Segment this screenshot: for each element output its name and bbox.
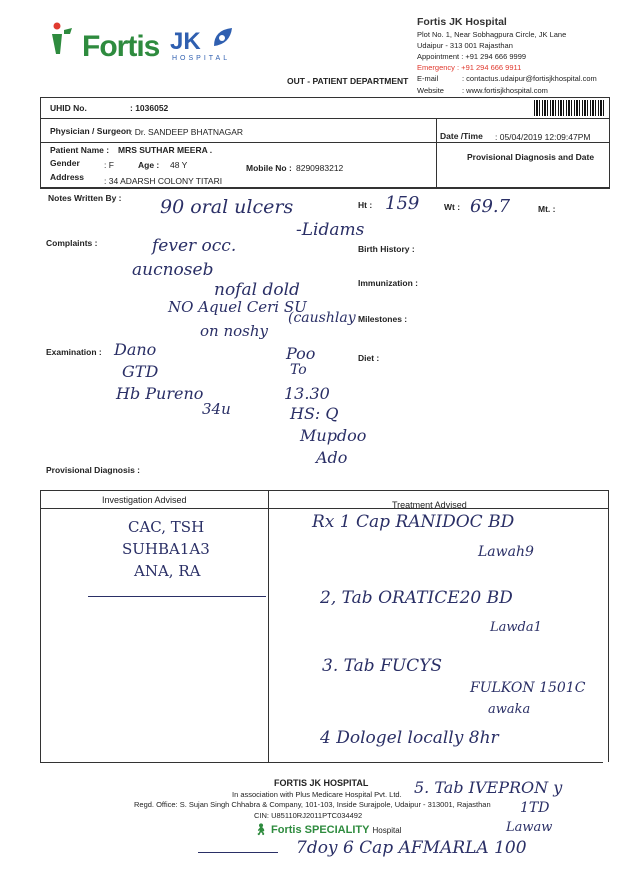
weight-label: Wt : bbox=[444, 202, 461, 212]
footer-association: In association with Plus Medicare Hospital Pvt. Ltd. bbox=[232, 790, 402, 799]
weight-value: 69.7 bbox=[470, 196, 511, 217]
immunization-label: Immunization : bbox=[358, 278, 418, 288]
appointment-phone: Appointment : +91 294 666 9999 bbox=[417, 52, 527, 61]
treatment-item: 7doy 6 Cap AFMARLA 100 bbox=[296, 838, 527, 858]
divider bbox=[40, 187, 609, 188]
handwritten-exam: Poo bbox=[286, 344, 316, 363]
handwritten-exam: 34u bbox=[202, 400, 231, 418]
physician-value: : Dr. SANDEEP BHATNAGAR bbox=[130, 127, 244, 137]
handwritten-exam: HS: Q bbox=[290, 404, 339, 423]
footer-pen-line bbox=[198, 852, 278, 853]
uhid-value: : 1036052 bbox=[130, 103, 169, 113]
handwritten-exam: Dano bbox=[114, 340, 157, 359]
treatment-item: awaka bbox=[488, 702, 531, 717]
patient-name-label: Patient Name : bbox=[50, 145, 110, 155]
fortis-logo-text: Fortis bbox=[82, 30, 160, 63]
divider bbox=[40, 118, 609, 119]
uhid-label: UHID No. bbox=[50, 103, 87, 113]
complaints-label: Complaints : bbox=[46, 238, 98, 248]
footer-fortis-text: Fortis bbox=[271, 824, 302, 836]
address-label: Address bbox=[50, 172, 85, 182]
physician-label: Physician / Surgeon bbox=[50, 126, 132, 136]
handwritten-note: aucnoseb bbox=[132, 260, 214, 280]
website-label: Website bbox=[417, 86, 444, 95]
investigation-line bbox=[88, 596, 266, 597]
notes-label: Notes Written By : bbox=[48, 193, 122, 203]
treatment-item: Lawda1 bbox=[490, 620, 542, 635]
handwritten-note: 90 oral ulcers bbox=[160, 196, 294, 218]
provisional-diagnosis-label: Provisional Diagnosis : bbox=[46, 465, 140, 475]
jk-logo bbox=[170, 24, 240, 64]
investigation-item: ANA, RA bbox=[134, 562, 201, 580]
handwritten-exam: Hb Pureno bbox=[116, 384, 204, 403]
mobile-label: Mobile No : bbox=[246, 163, 292, 173]
footer-speciality-logo bbox=[254, 823, 401, 836]
divider bbox=[40, 762, 603, 763]
gender-label: Gender bbox=[50, 158, 80, 168]
treatment-item: 3. Tab FUCYS bbox=[322, 656, 443, 676]
hospital-address-line1: Plot No. 1, Near Sobhagpura Circle, JK Lane bbox=[417, 30, 567, 39]
investigation-item: CAC, TSH bbox=[128, 518, 205, 536]
handwritten-note: NO Aquel Ceri SU bbox=[168, 298, 307, 316]
emergency-phone: Emergency : +91 294 666 9911 bbox=[417, 63, 522, 72]
hospital-name: Fortis JK Hospital bbox=[417, 16, 507, 28]
height-label: Ht : bbox=[358, 200, 373, 210]
divider bbox=[40, 142, 609, 143]
divider bbox=[436, 118, 437, 188]
treatment-item: 4 Dologel locally 8hr bbox=[320, 728, 499, 748]
divider bbox=[268, 490, 269, 762]
divider bbox=[40, 508, 609, 509]
examination-label: Examination : bbox=[46, 347, 102, 357]
hospital-address-line2: Udaipur - 313 001 Rajasthan bbox=[417, 41, 513, 50]
date-label: Date /Time bbox=[440, 131, 483, 141]
website-value: : www.fortisjkhospital.com bbox=[462, 86, 548, 95]
handwritten-note: on noshy bbox=[200, 322, 268, 340]
treatment-item: Rx 1 Cap RANIDOC BD bbox=[312, 512, 515, 532]
divider bbox=[608, 490, 609, 762]
age-label: Age : bbox=[138, 160, 160, 170]
birth-history-label: Birth History : bbox=[358, 244, 415, 254]
milestones-label: Milestones : bbox=[358, 314, 408, 324]
footer-cin: CIN: U85110RJ2011PTC034492 bbox=[254, 811, 363, 820]
handwritten-note: (caushlay bbox=[288, 310, 356, 326]
jk-logo-text: JK bbox=[170, 28, 201, 55]
handwritten-exam: 13.30 bbox=[284, 384, 330, 403]
handwritten-note: fever occ. bbox=[152, 236, 237, 256]
department-title: OUT - PATIENT DEPARTMENT bbox=[287, 76, 409, 86]
footer-hospital-text: Hospital bbox=[372, 826, 402, 835]
email-label: E-mail bbox=[417, 74, 439, 83]
mt-label: Mt. : bbox=[538, 204, 556, 214]
handwritten-note: -Lidams bbox=[296, 220, 365, 240]
treatment-item: 2, Tab ORATICE20 BD bbox=[320, 588, 513, 608]
handwritten-exam: To bbox=[290, 362, 307, 378]
jk-leaf-icon bbox=[210, 26, 234, 55]
treatment-item: FULKON 1501C bbox=[470, 680, 586, 696]
footer-fortis-icon: 🚶︎ bbox=[254, 824, 268, 836]
barcode bbox=[534, 100, 606, 116]
handwritten-note: nofal dold bbox=[214, 280, 300, 300]
mobile-value: 8290983212 bbox=[296, 163, 344, 173]
footer-title: FORTIS JK HOSPITAL bbox=[274, 778, 369, 788]
email-value: : contactus.udaipur@fortisjkhospital.com bbox=[462, 74, 597, 83]
treatment-item: 1TD bbox=[520, 800, 550, 816]
handwritten-exam: Mupdoo bbox=[300, 426, 367, 445]
divider bbox=[40, 490, 41, 762]
treatment-item: Lawaw bbox=[506, 820, 553, 835]
age-value: 48 Y bbox=[170, 160, 188, 170]
date-value: : 05/04/2019 12:09:47PM bbox=[495, 132, 591, 142]
treatment-item: Lawah9 bbox=[478, 544, 534, 560]
patient-name-value: MRS SUTHAR MEERA . bbox=[118, 145, 213, 155]
footer-speciality-text: SPECIALITY bbox=[304, 824, 370, 836]
divider bbox=[40, 490, 609, 491]
handwritten-exam: GTD bbox=[122, 362, 159, 381]
treatment-advised-header: Treatment Advised bbox=[392, 500, 467, 510]
investigation-item: SUHBA1A3 bbox=[122, 540, 210, 558]
handwritten-exam: Ado bbox=[316, 448, 348, 467]
jk-hospital-text: HOSPITAL bbox=[172, 55, 231, 62]
gender-value: : F bbox=[104, 160, 114, 170]
fortis-figure-icon bbox=[50, 22, 74, 56]
treatment-item: 5. Tab IVEPRON y bbox=[414, 778, 563, 797]
footer-registered-office: Regd. Office: S. Sujan Singh Chhabra & Company, 101-103, Inside Surajpole, Udaipur - 313001, Rajasthan bbox=[134, 800, 491, 809]
height-value: 159 bbox=[385, 193, 420, 214]
address-value: : 34 ADARSH COLONY TITARI bbox=[104, 176, 223, 186]
diet-label: Diet : bbox=[358, 353, 380, 363]
investigation-advised-header: Investigation Advised bbox=[102, 495, 187, 505]
provisional-diagnosis-date-label: Provisional Diagnosis and Date bbox=[467, 152, 595, 162]
